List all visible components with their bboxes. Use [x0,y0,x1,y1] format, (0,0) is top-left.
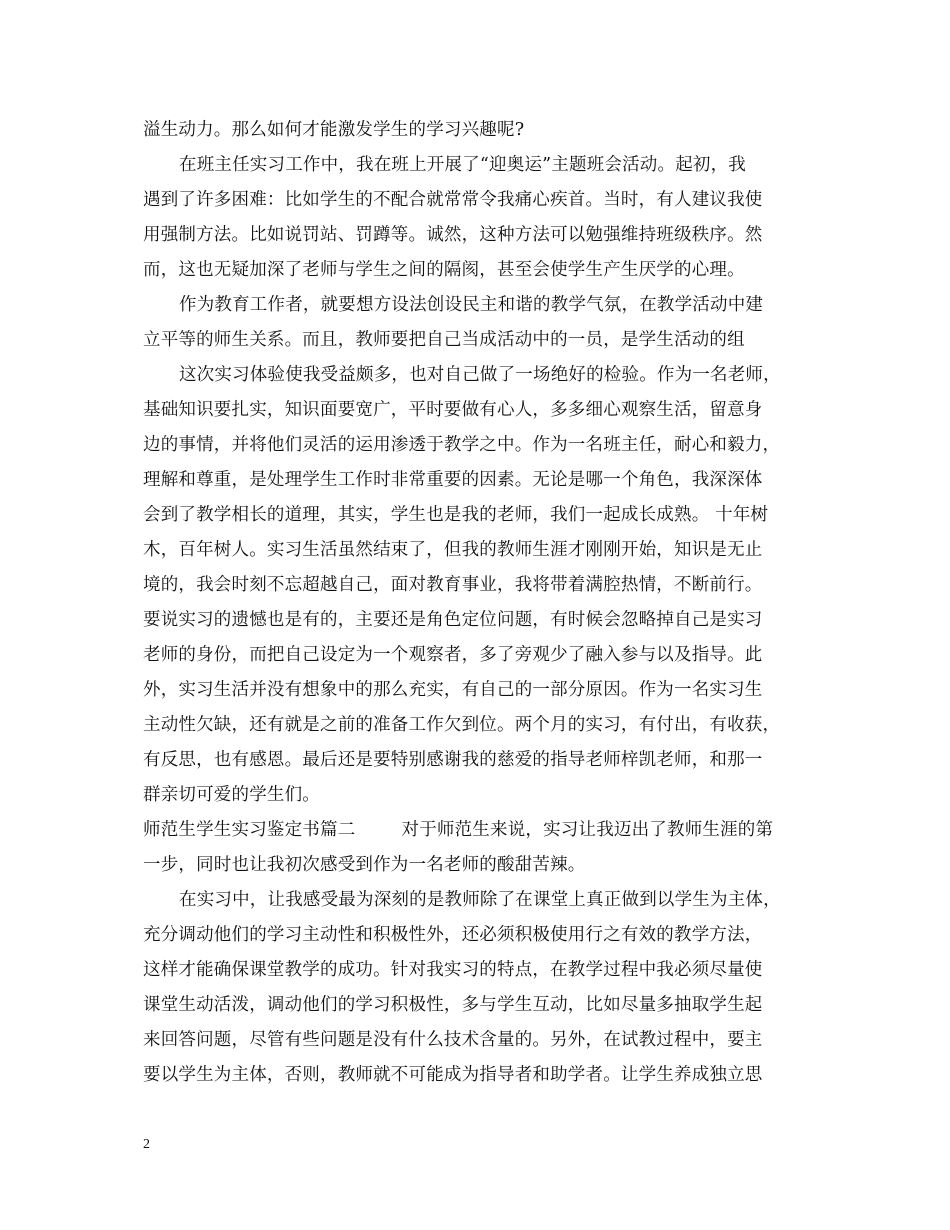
text-line: 充分调动他们的学习主动性和积极性外，还必须积极使用行之有效的教学方法， [143,925,763,945]
text-line: 来回答问题，尽管有些问题是没有什么技术含量的。另外，在试教过程中，要主 [143,1030,763,1050]
section-heading-line: 师范生学生实习鉴定书篇二 对于师范生来说，实习让我迈出了教师生涯的第 [143,820,774,840]
text-line: 理解和尊重，是处理学生工作时非常重要的因素。无论是哪一个角色，我深深体 [143,470,763,490]
text-line: 这次实习体验使我受益颇多，也对自己做了一场绝好的检验。作为一名老师， [179,365,781,385]
text-line: 基础知识要扎实，知识面要宽广，平时要做有心人，多多细心观察生活，留意身 [143,400,763,420]
text-line: 边的事情，并将他们灵活的运用渗透于教学之中。作为一名班主任，耐心和毅力， [143,435,781,455]
text-line: 主动性欠缺，还有就是之前的准备工作欠到位。两个月的实习，有付出，有收获， [143,715,781,735]
text-line: 境的，我会时刻不忘超越自己，面对教育事业，我将带着满腔热情，不断前行。 [143,575,763,595]
text-line: 会到了教学相长的道理，其实，学生也是我的老师，我们一起成长成熟。 十年树 [143,505,769,525]
text-line: 在班主任实习工作中，我在班上开展了“迎奥运”主题班会活动。起初，我 [179,155,746,175]
text-line: 群亲切可爱的学生们。 [143,785,320,805]
text-line: 有反思，也有感恩。最后还是要特别感谢我的慈爱的指导老师梓凯老师，和那一 [143,750,763,770]
text-line: 老师的身份，而把自己设定为一个观察者，多了旁观少了融入参与以及指导。此 [143,645,763,665]
text-line: 要说实习的遗憾也是有的，主要还是角色定位问题，有时候会忽略掉自己是实习 [143,610,763,630]
text-line: 在实习中，让我感受最为深刻的是教师除了在课堂上真正做到以学生为主体， [179,890,781,910]
text-line: 而，这也无疑加深了老师与学生之间的隔阂，甚至会使学生产生厌学的心理。 [143,260,745,280]
page-number: 2 [143,1137,150,1152]
text-line: 用强制方法。比如说罚站、罚蹲等。诚然，这种方法可以勉强维持班级秩序。然 [143,225,763,245]
text-line: 一步，同时也让我初次感受到作为一名老师的酸甜苦辣。 [143,855,586,875]
text-line: 这样才能确保课堂教学的成功。针对我实习的特点，在教学过程中我必须尽量使 [143,960,763,980]
text-line: 课堂生动活泼，调动他们的学习积极性，多与学生互动，比如尽量多抽取学生起 [143,995,763,1015]
text-line: 外，实习生活并没有想象中的那么充实，有自己的一部分原因。作为一名实习生 [143,680,763,700]
text-line: 木，百年树人。实习生活虽然结束了，但我的教师生涯才刚刚开始，知识是无止 [143,540,763,560]
text-line: 溢生动力。那么如何才能激发学生的学习兴趣呢? [143,120,525,140]
text-line: 作为教育工作者，就要想方设法创设民主和谐的教学气氛，在教学活动中建 [179,295,764,315]
text-line: 要以学生为主体，否则，教师就不可能成为指导者和助学者。让学生养成独立思 [143,1065,763,1085]
text-line: 遇到了许多困难：比如学生的不配合就常常令我痛心疾首。当时，有人建议我使 [143,190,763,210]
text-line: 立平等的师生关系。而且，教师要把自己当成活动中的一员，是学生活动的组 [143,330,745,350]
